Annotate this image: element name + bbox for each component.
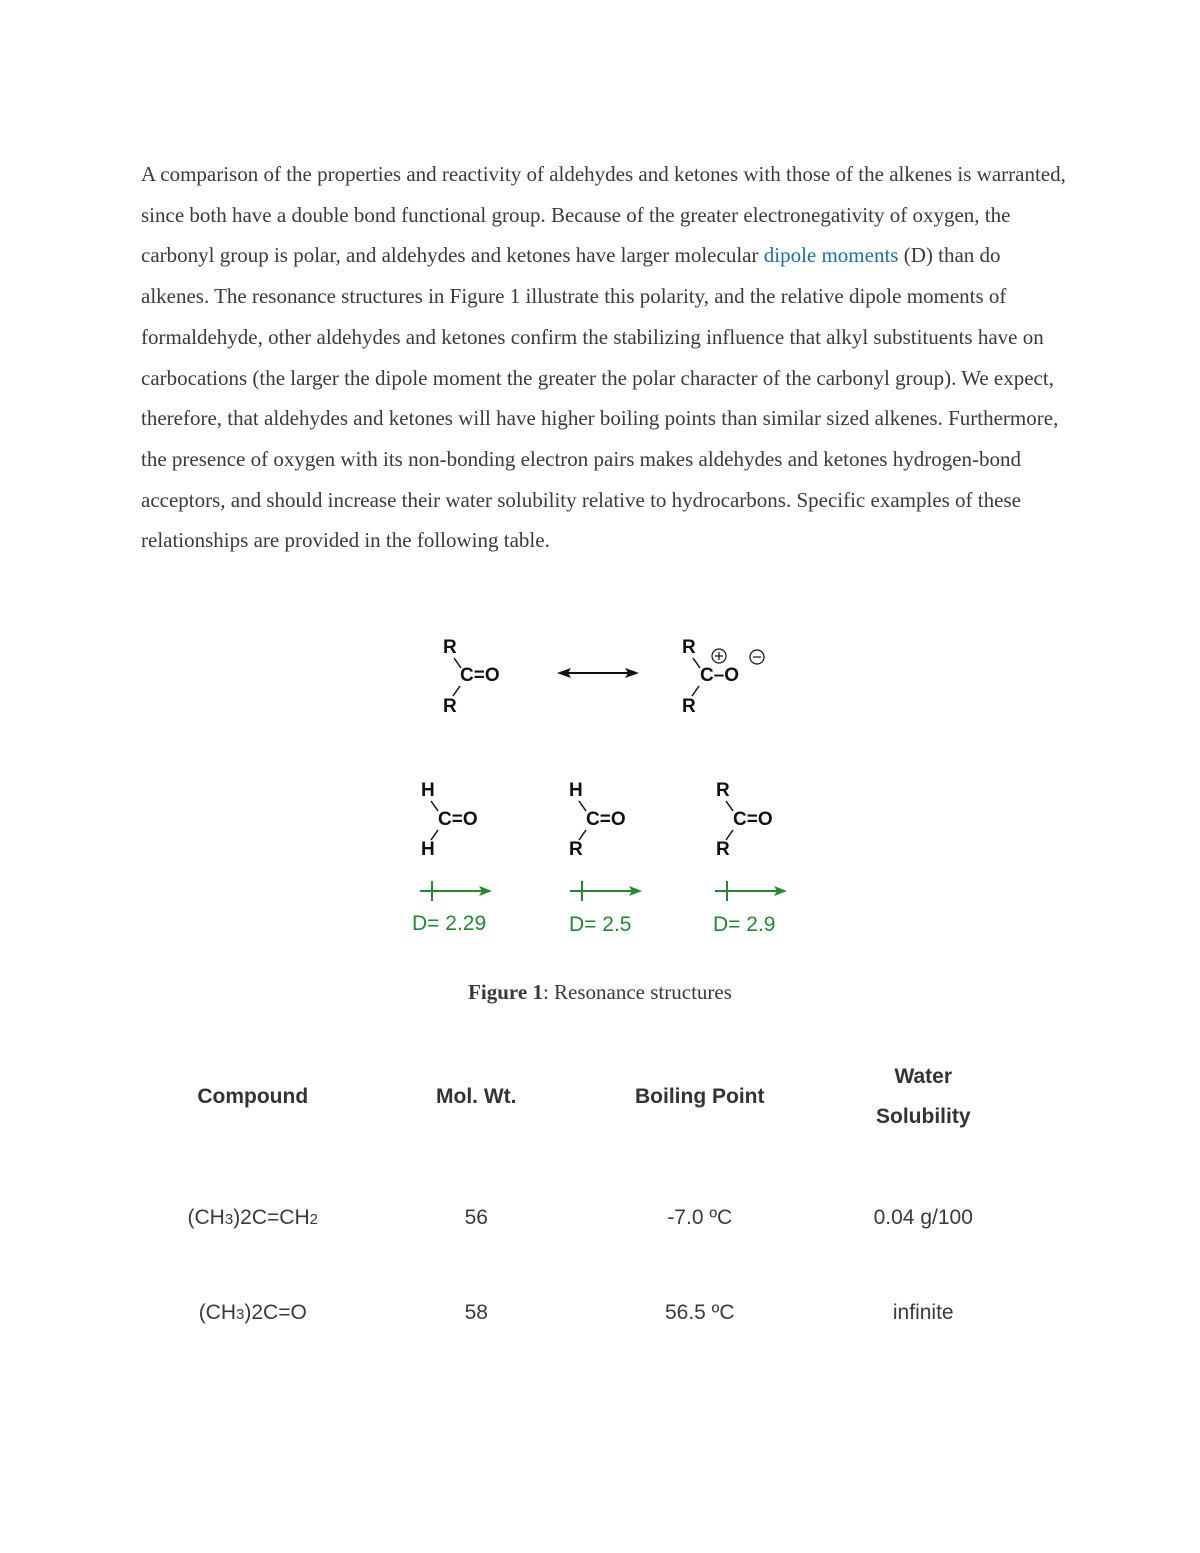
figure-caption [0,980,1200,1005]
compound-subscript: 2 [309,1211,318,1228]
carbonyl-label: C=O [733,809,773,830]
atom-r-top: R [443,637,457,658]
table-header-row [141,1055,1035,1139]
compound-subscript: 3 [224,1211,234,1228]
compound-part: )2C=O [244,1301,307,1324]
compound-part: (CH [198,1301,237,1324]
compound-subscript: 3 [236,1306,245,1323]
dipole-value: D= 2.9 [713,913,776,936]
compound-formaldehyde [421,780,478,860]
cell-mol-wt: 58 [464,1301,488,1324]
cell-solubility: 0.04 g/100 [873,1206,973,1229]
cell-solubility: infinite [892,1301,954,1324]
compound-part: )2C=CH [233,1206,310,1229]
atom-bottom: R [569,839,583,860]
resonance-diagram [380,625,820,945]
header-mol-wt: Mol. Wt. [436,1085,517,1108]
atom-r-top: R [682,637,696,658]
resonance-right-structure [682,637,739,717]
properties-table [141,1055,1035,1357]
atom-bottom: H [421,839,435,860]
cell-boiling-point: 56.5 ºC [664,1301,735,1324]
table-row [141,1139,1035,1269]
dipole-arrow-icon [715,881,787,901]
carbonyl-label: C=O [586,809,626,830]
charged-bond-label: C–O [700,665,740,686]
atom-bottom: R [716,839,730,860]
resonance-left-structure [443,637,500,717]
dipole-value: D= 2.5 [569,913,632,936]
caption-label: Figure 1 [468,980,543,1004]
carbonyl-label: C=O [438,809,478,830]
minus-charge-icon [750,650,764,664]
resonance-arrow [557,668,639,678]
body-paragraph [141,154,1071,561]
header-solubility: Solubility [876,1105,971,1128]
atom-r-bottom: R [443,696,457,717]
resonance-figure [380,625,820,945]
bond-line [693,658,700,668]
atom-top: H [569,780,583,801]
header-compound: Compound [197,1085,309,1108]
dipole-arrow-icon [420,881,492,901]
atom-top: R [716,780,730,801]
header-boiling-point: Boiling Point [635,1085,765,1108]
compound-aldehyde [569,780,626,860]
table-row [141,1269,1035,1357]
header-water: Water [894,1065,953,1088]
cell-compound [141,1269,365,1357]
compound-ketone [716,780,773,860]
paragraph-text-1: A comparison of the properties and reactivity of aldehydes and ketones with those of the alkenes is warranted, since both have a double bond functional group. Because of the greater electronegativity of oxygen, the carbonyl group is polar, and aldehydes and ketones have larger molecular [141,162,1066,268]
atom-top: H [421,780,435,801]
header-water-solubility [812,1055,1036,1139]
bond-line [692,686,699,696]
dipole-value: D= 2.29 [412,912,487,935]
plus-charge-icon [712,649,726,663]
compound-part: (CH [187,1206,225,1229]
caption-text: : Resonance structures [542,980,732,1004]
dipole-arrow-icon [570,881,642,901]
cell-compound [141,1139,365,1269]
dipole-moments-link[interactable]: dipole moments [763,243,899,268]
cell-boiling-point: -7.0 ºC [667,1206,733,1229]
atom-r-bottom: R [682,696,696,717]
bond-line [453,686,460,696]
carbonyl-label: C=O [460,665,500,686]
cell-mol-wt: 56 [464,1206,488,1229]
paragraph-text-2: (D) than do alkenes. The resonance structures in Figure 1 illustrate this polarity, and the relative dipole moments of formaldehyde, other aldehydes and ketones confirm the stabilizing influence that alkyl substituents have on carbocations (the larger the dipole moment the greater the polar character of the carbonyl group). We expect, therefore, that aldehydes and ketones will have higher boiling points than similar sized alkenes. Furthermore, the presence of oxygen with its non-bonding electron pairs makes aldehydes and ketones hydrogen-bond acceptors, and should increase their water solubility relative to hydrocarbons. Specific examples of these relationships are provided in the following table. [141,243,1059,553]
